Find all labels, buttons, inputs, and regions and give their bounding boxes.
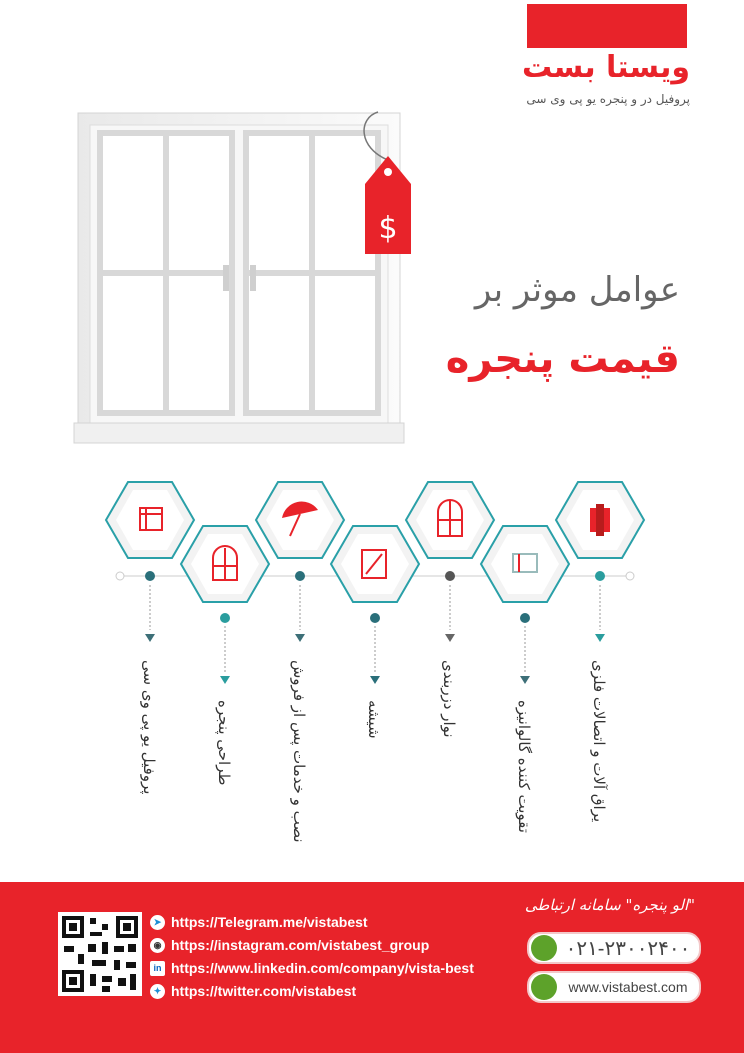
factor-label-1: پروفیل یو پی وی سی (140, 660, 158, 795)
factor-hex-3 (256, 482, 344, 642)
linkedin-url: https://www.linkedin.com/company/vista-best (171, 960, 474, 976)
headline-line2: قیمت پنجره (445, 336, 680, 382)
website-pill[interactable] (527, 971, 701, 1003)
headline-line1: عوامل موثر بر (474, 270, 680, 310)
factor-label-3: نصب و خدمات پس از فروش (290, 660, 308, 843)
hotline-title: "الو پنجره" سامانه ارتباطی (524, 896, 696, 914)
website-url: www.vistabest.com (568, 979, 688, 995)
factor-hex-2 (181, 526, 269, 602)
hardware-icon (590, 504, 610, 536)
instagram-link[interactable] (150, 937, 429, 953)
instagram-url: https://instagram.com/vistabest_group (171, 937, 430, 953)
factor-hex-6 (481, 526, 569, 602)
instagram-icon: ◉ (150, 938, 165, 953)
factor-label-4: شیشه (365, 700, 383, 739)
twitter-icon: ✦ (150, 984, 165, 999)
telegram-icon: ➤ (150, 915, 165, 930)
brand-name: ویستا بست (522, 50, 690, 85)
factor-hex-5 (406, 482, 494, 642)
linkedin-link[interactable] (150, 960, 474, 976)
factors-infographic (0, 470, 744, 645)
factor-label-2: طراحی پنجره (215, 700, 233, 786)
factor-label-6: تقویت کننده گالوانیزه (515, 700, 533, 833)
price-tag-symbol: $ (378, 211, 398, 246)
brand-bar (527, 4, 687, 48)
telegram-link[interactable] (150, 914, 368, 930)
twitter-url: https://twitter.com/vistabest (171, 983, 357, 999)
factor-hex-4 (331, 526, 419, 602)
price-tag-icon (348, 108, 428, 263)
phone-number: ۰۲۱-۲۳۰۰۲۴۰۰ (565, 937, 691, 960)
brand-tagline: پروفیل در و پنجره یو پی وی سی (526, 92, 690, 106)
lower-connectors (0, 622, 744, 692)
phone-pill[interactable] (527, 932, 701, 964)
factor-hex-7 (556, 482, 644, 642)
globe-icon (531, 974, 557, 1000)
factor-label-5: نوار دزربندی (440, 660, 458, 738)
linkedin-icon: in (150, 961, 165, 976)
twitter-link[interactable] (150, 983, 356, 999)
telegram-url: https://Telegram.me/vistabest (171, 914, 368, 930)
phone-icon (531, 935, 557, 961)
factor-label-7: یراق آلات و اتصالات فلزی (590, 660, 608, 823)
qr-code-icon (58, 912, 142, 996)
factor-hex-1 (106, 482, 194, 642)
